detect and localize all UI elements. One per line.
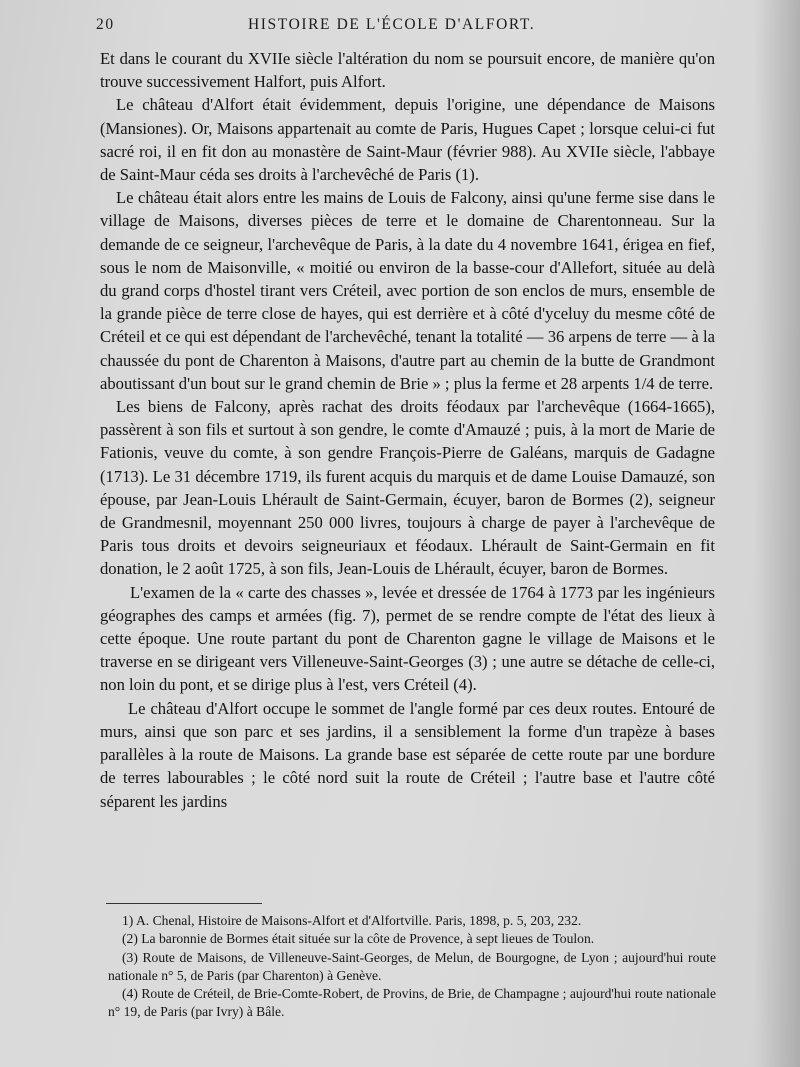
paragraph-2: Le château d'Alfort était évidemment, depuis l'origine, une dépendance de Maisons (Mansiones). Or, Maisons appartenait au comte de Paris, Hugues Capet ; lorsque celui-ci fut sacré roi, il en fit don au monastère de Saint-Maur (février 988). Au XVIIe siècle, l'abbaye de Saint-Maur céda ses droits à l'archevêché de Paris (1).	[100, 95, 715, 185]
paragraph-3: Le château était alors entre les mains de Louis de Falcony, ainsi qu'une ferme sise dans le village de Maisons, diverses pièces de terre et le domaine de Charentonneau. Sur la demande de ce seigneur, l'archevêque de Paris, à la date du 4 novembre 1641, érigea en fief, sous le nom de Maisonville, « moitié ou environ de la basse-cour d'Allefort, située au delà du grand corps d'hostel tirant vers Créteil, avec portion de son enclos de murs, ensemble de la grande pièce de terre close de hayes, qui est derrière et à côté d'yceluy du mesme côté de Créteil et ce qui est dépendant de l'archevêché, tenant la totalité — 36 arpens de terre — à la chaussée du pont de Charenton à Maisons, d'autre part au chemin de la butte de Grandmont aboutissant d'un bout sur le grand chemin de Brie » ; plus la ferme et 28 arpents 1/4 de terre.	[100, 188, 715, 393]
footnote-2: (2) La baronnie de Bormes était située sur la côte de Provence, à sept lieues de Toulon.	[122, 931, 595, 947]
paragraph-5: L'examen de la « carte des chasses », levée et dressée de 1764 à 1773 par les ingénieurs géographes des camps et armées (fig. 7), permet de se rendre compte de l'état des lieux à cette époque. Une route partant du pont de Charenton gagne le village de Maisons et le traverse en se dirigeant vers Villeneuve-Saint-Georges (3) ; une autre se détache de celle-ci, non loin du pont, et se dirige plus à l'est, vers Créteil (4).	[100, 582, 715, 695]
body-text	[100, 47, 715, 813]
paragraph-6: Le château d'Alfort occupe le sommet de l'angle formé par ces deux routes. Entouré de murs, ainsi que son parc et ses jardins, il a sensiblement la forme d'un trapèze à bases parallèles à la route de Maisons. La grande base est séparée de cette route par une bordure de terres labourables ; le côté nord suit la route de Créteil ; l'autre base et l'autre côté séparent les jardins	[100, 698, 715, 811]
footnotes	[108, 912, 716, 1022]
page-number: 20	[96, 16, 115, 33]
footnote-divider	[106, 903, 262, 904]
running-head	[96, 16, 746, 38]
footnote-3: (3) Route de Maisons, de Villeneuve-Saint-Georges, de Melun, de Bourgogne, de Lyon ; aujourd'hui route nationale n° 5, de Paris (par Charenton) à Genève.	[108, 949, 716, 983]
paragraph-4: Les biens de Falcony, après rachat des droits féodaux par l'archevêque (1664-1665), passèrent à son fils et surtout à son gendre, le comte d'Amauzé ; puis, à la mort de Marie de Fationis, veuve du comte, à son gendre François-Pierre de Galéans, marquis de Gadagne (1713). Le 31 décembre 1719, ils furent acquis du marquis et de dame Louise Damauzé, son épouse, par Jean-Louis Lhérault de Saint-Germain, écuyer, baron de Bormes (2), seigneur de Grandmesnil, moyennant 250 000 livres, toujours à charge de payer à l'archevêque de Paris tous droits et devoirs seigneuriaux et féodaux. Lhérault de Saint-Germain en fit donation, le 2 août 1725, à son fils, Jean-Louis de Lhérault, écuyer, baron de Bormes.	[100, 397, 715, 579]
running-title: HISTOIRE DE L'ÉCOLE D'ALFORT.	[248, 16, 536, 33]
page-edge-shadow	[754, 0, 800, 1067]
paragraph-1: Et dans le courant du XVIIe siècle l'altération du nom se poursuit encore, de manière qu'on trouve successivement Halfort, puis Alfort.	[100, 49, 715, 92]
footnote-1: 1) A. Chenal, Histoire de Maisons-Alfort et d'Alfortville. Paris, 1898, p. 5, 203, 232.	[122, 913, 582, 928]
footnote-4: (4) Route de Créteil, de Brie-Comte-Robert, de Provins, de Brie, de Champagne ; aujourd'hui route nationale n° 19, de Paris (par Ivry) à Bâle.	[108, 986, 716, 1020]
